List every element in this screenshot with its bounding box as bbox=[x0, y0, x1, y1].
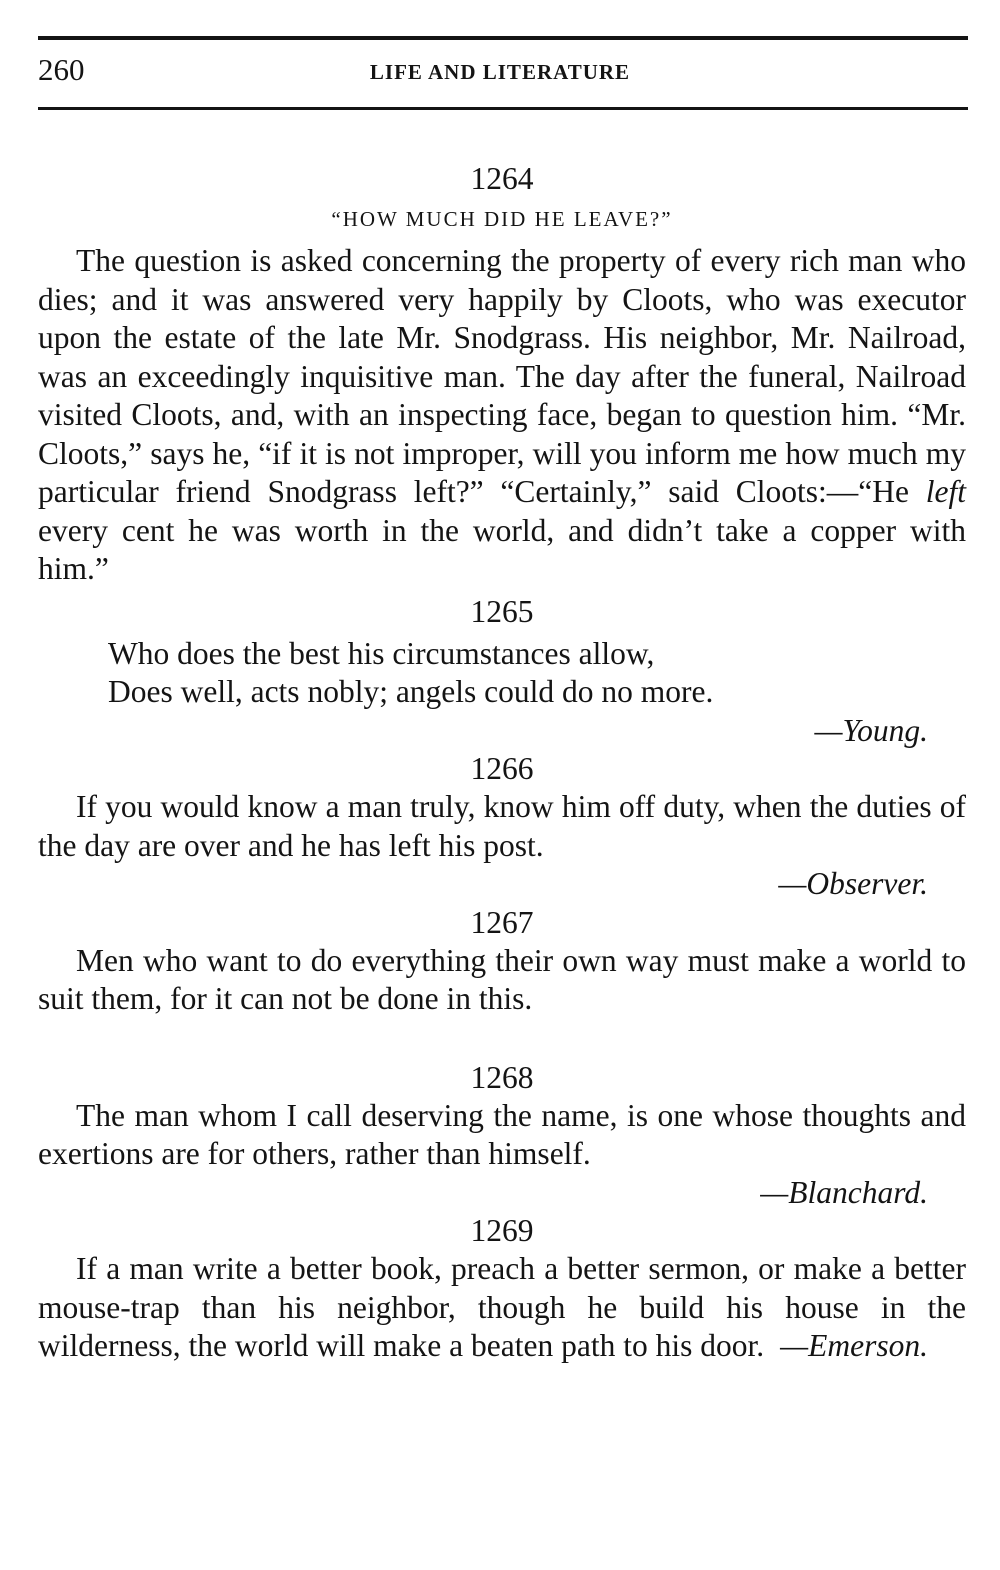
top-rule bbox=[38, 36, 968, 40]
entry-number: 1268 bbox=[470, 1059, 534, 1095]
entry-number: 1269 bbox=[470, 1213, 534, 1248]
entry-number: 1266 bbox=[470, 751, 534, 786]
entry-1265 bbox=[38, 593, 966, 751]
entry-text-part: The question is asked concerning the property of every rich man who dies; and it was answered very happily by Cloots, who was executor upon the estate of the late Mr. Snodgrass. His neighbor, Mr. Nailroad, was an exceedingly inquisitive man. The day after the funeral, Nailroad visited Cloots, and, with an inspecting face, began to question him. “Mr. Cloots,” says he, “if it is not improper, will you inform me how much my particular friend Snodgrass left?” “Certainly,” said Cloots:—“He bbox=[38, 243, 966, 509]
entry-1268 bbox=[38, 1059, 966, 1213]
entry-text-part: If a man write a better book, preach a better sermon, or make a better mouse-trap than his neighbor, though he build his house in the wilderness, the world will make a beaten path to his door. bbox=[38, 1251, 966, 1363]
entry-1269 bbox=[38, 1212, 966, 1366]
page-content bbox=[38, 160, 966, 1366]
entry-heading: “HOW MUCH DID HE LEAVE?” bbox=[331, 207, 673, 231]
entry-text: Men who want to do everything their own way must make a world to suit them, for it can not be done in this. bbox=[38, 942, 966, 1016]
entry-number: 1264 bbox=[470, 161, 534, 196]
page-number: 260 bbox=[38, 52, 85, 87]
running-title: LIFE AND LITERATURE bbox=[369, 60, 631, 84]
header-rule bbox=[38, 107, 968, 110]
entry-number: 1267 bbox=[470, 904, 534, 940]
verse-line: Does well, acts nobly; angels could do no more. bbox=[108, 674, 714, 709]
entry-text bbox=[38, 242, 966, 589]
entry-text: The man whom I call deserving the name, is one whose thoughts and exertions are for others, rather than himself. bbox=[38, 1097, 966, 1171]
entry-text: If you would know a man truly, know him off duty, when the duties of the day are over and he has left his post. bbox=[38, 789, 966, 863]
attribution: —Observer. bbox=[778, 866, 928, 901]
verse bbox=[108, 635, 966, 712]
entry-1264 bbox=[38, 160, 966, 589]
emphasis-left: left bbox=[925, 474, 966, 509]
entry-text-part: every cent he was worth in the world, and didn’t take a copper with him.” bbox=[38, 512, 966, 586]
attribution: —Young. bbox=[814, 712, 928, 748]
attribution: —Emerson. bbox=[780, 1328, 928, 1363]
entry-1266 bbox=[38, 750, 966, 904]
entry-number: 1265 bbox=[470, 593, 534, 629]
entry-1267 bbox=[38, 904, 966, 1019]
attribution: —Blanchard. bbox=[760, 1174, 928, 1210]
verse-line: Who does the best his circumstances allow, bbox=[108, 635, 655, 671]
entry-text bbox=[38, 1250, 966, 1366]
spacer bbox=[38, 1019, 966, 1059]
